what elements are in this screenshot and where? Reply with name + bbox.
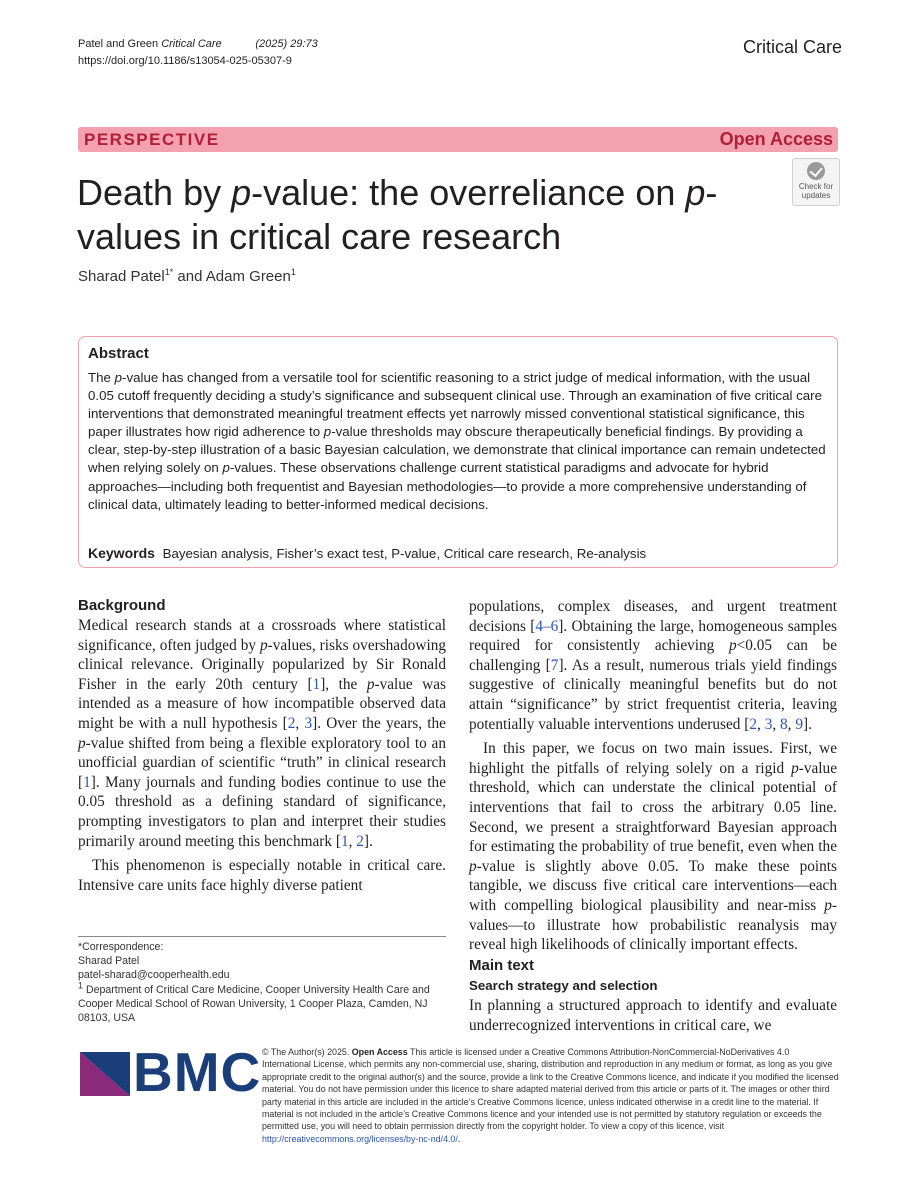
bmc-logo-text: BMC	[133, 1041, 262, 1103]
abstract-text	[88, 369, 828, 514]
license-link[interactable]: http://creativecommons.org/licenses/by-nc-nd/4.0/	[262, 1133, 458, 1144]
license-copyright: © The Author(s) 2025.	[262, 1047, 352, 1057]
text-seg: ], the	[320, 675, 367, 693]
text-seg: In this paper, we focus on two main issues. First, we highlight the pitfalls of relying solely on a rigid	[469, 740, 837, 777]
italic-p: p	[260, 636, 268, 654]
article-type-label: PERSPECTIVE	[84, 130, 220, 149]
paragraph	[78, 616, 446, 851]
text-seg: ,	[772, 715, 780, 733]
running-header	[78, 36, 318, 70]
abstract-p: p	[222, 460, 230, 476]
title-p2: p	[685, 172, 706, 213]
text-seg: ]. Obtaining the large, homogeneous samples required for consistently achieving	[469, 617, 837, 655]
check-updates-icon	[807, 162, 825, 180]
author-1-sup: 1*	[164, 267, 174, 277]
check-for-updates-button[interactable]	[792, 158, 840, 206]
text-seg: ].	[363, 832, 373, 850]
abstract-heading: Abstract	[88, 345, 149, 362]
author-2-sup: 1	[290, 267, 296, 277]
italic-p: p	[469, 857, 477, 875]
text-seg: populations, complex diseases, and urgent treatment decisions [	[469, 598, 837, 635]
title-part2: -value: the overreliance on	[251, 172, 686, 213]
abstract-seg: The	[88, 370, 115, 385]
paragraph: This phenomenon is especially notable in critical care. Intensive care units face highly diverse patient	[78, 857, 446, 894]
text-seg: -values, risks overshadowing clinical relevance. Originally popularized by Sir Ronald Fisher in the early 20th century [	[78, 636, 446, 693]
abstract-p: p	[323, 424, 332, 440]
text-seg: ]. As a result, numerous trials yield findings suggestive of clinically meaningful benefits but do not attain “significance” by strict frequentist criteria, leaving potentially valuable interventions underused [	[469, 656, 837, 733]
header-journal-italic: Critical Care	[161, 38, 222, 50]
paragraph	[469, 597, 837, 734]
article-title	[77, 171, 777, 259]
correspondence-email[interactable]: patel-sharad@cooperhealth.edu	[78, 969, 230, 982]
title-part1: Death by	[77, 172, 232, 213]
citation-line	[78, 36, 318, 53]
check-updates-line1: Check for	[798, 182, 834, 191]
text-seg: ,	[295, 714, 305, 732]
text-seg: -value shifted from being a flexible exploratory tool to an unofficial guardian of scientific “truth” in clinical research [	[78, 734, 446, 791]
background-heading: Background	[78, 597, 166, 614]
italic-p: p	[824, 896, 832, 914]
abstract-p: p	[114, 370, 123, 385]
correspondence-label: *Correspondence:	[78, 941, 164, 953]
keywords-list: Bayesian analysis, Fisher’s exact test, P-value, Critical care research, Re-analysis	[162, 546, 647, 561]
affiliation-text: Department of Critical Care Medicine, Cooper University Health Care and Cooper Medical School of Rowan University, 1 Cooper Plaza, Camden, NJ 08103, USA	[78, 983, 430, 1025]
paragraph: In planning a structured approach to identify and evaluate underrecognized interventions in critical care, we	[469, 997, 837, 1034]
open-access-label: Open Access	[719, 129, 833, 149]
license-open-access: Open Access	[351, 1047, 408, 1057]
abstract-seg: -value thresholds may obscure therapeutically beneficial findings. By providing a clear, step-by-step illustration of a basic Bayesian calculation, we demonstrate that clinical importance can remain undetected when relying solely on	[88, 424, 826, 476]
citation-link[interactable]: 1	[312, 675, 321, 693]
citation-link[interactable]: 1	[340, 832, 349, 850]
left-column	[78, 616, 446, 895]
italic-p: p	[791, 759, 799, 777]
check-updates-line2: updates	[801, 191, 831, 200]
right-column-continued	[469, 996, 837, 1035]
main-text-heading: Main text	[469, 957, 535, 974]
text-seg: ,	[348, 832, 357, 850]
license-end: .	[457, 1133, 461, 1144]
text-seg: Medical research stands at a crossroads where statistical significance, often judged by	[78, 617, 446, 654]
author-2[interactable]: Adam Green	[205, 268, 291, 285]
title-part3: -values in critical care research	[77, 172, 718, 257]
journal-name: Critical Care	[743, 37, 843, 57]
text-seg: ]. Over the years, the	[312, 714, 446, 732]
text-seg: ,	[757, 715, 765, 733]
header-doi-link[interactable]: https://doi.org/10.1186/s13054-025-05307-9	[78, 55, 292, 67]
header-authors: Patel and Green	[78, 38, 159, 50]
italic-p: p	[78, 734, 86, 752]
author-list	[78, 268, 296, 285]
correspondence-name: Sharad Patel	[78, 955, 140, 968]
italic-p: p	[366, 675, 375, 693]
footnote-divider	[78, 936, 446, 937]
citation-link[interactable]: 9	[795, 715, 803, 733]
abstract-seg: -value has changed from a versatile tool for scientific reasoning to a strict judge of medical information, with the usual 0.05 cutoff frequently deciding a study’s significance and subsequent clinical use. Through an examination of five critical care interventions that demonstrated meaningful treatment effects yet narrowly missed conventional statistical significance, this paper illustrates how rigid adherence to	[88, 370, 822, 440]
citation-link[interactable]: 2	[749, 715, 758, 733]
text-seg: -value threshold, which can understate the clinical potential of interventions that fail to cross the arbitrary 0.05 line. Second, we present a straightforward Bayesian approach for estimating the probability of true benefit, even when the	[469, 759, 837, 856]
bmc-logo-mark	[80, 1052, 130, 1096]
abstract-seg: -values. These observations challenge current statistical paradigms and advocate for hybrid approaches—including both frequentist and Bayesian methodologies—to provide a more comprehensive understanding of clinical data, ultimately leading to better-informed medical decisions.	[88, 460, 807, 512]
paragraph	[469, 739, 837, 955]
citation-link[interactable]: 8	[780, 715, 788, 733]
right-column	[469, 597, 837, 955]
license-text: This article is licensed under a Creative Commons Attribution-NonCommercial-NoDerivatives 4.0 International License, which permits any non-commercial use, sharing, distribution and reproduction in any medium or format, as long as you give appropriate credit to the original author(s) and the source, provide a link to the Creative Commons licence, and indicate if you modified the licensed material. You do not have permission under this licence to share adapted material derived from this article or parts of it. The images or other third party material in this article are included in the article’s Creative Commons licence, unless indicated otherwise in a credit line to the material. If material is not included in the article’s Creative Commons licence and your intended use is not permitted by statutory regulation or exceeds the permitted use, you will need to obtain permission directly from the copyright holder. To view a copy of this licence, visit	[262, 1047, 839, 1132]
author-connector: and	[173, 268, 206, 285]
correspondence-footnote	[78, 940, 448, 1025]
text-seg: <0.05 can be challenging [	[469, 637, 837, 674]
citation-link[interactable]: 4–6	[535, 617, 559, 635]
keywords-label: Keywords	[88, 545, 155, 561]
author-1[interactable]: Sharad Patel	[78, 268, 165, 285]
italic-p: p	[728, 637, 737, 655]
header-year-volume: (2025) 29:73	[255, 38, 318, 50]
text-seg: ,	[787, 715, 796, 733]
search-strategy-heading: Search strategy and selection	[469, 978, 658, 993]
citation-link[interactable]: 2	[287, 714, 296, 732]
citation-link[interactable]: 3	[764, 715, 773, 733]
citation-link[interactable]: 3	[304, 714, 313, 732]
license-statement	[262, 1046, 840, 1145]
text-seg: -value is slightly above 0.05. To make these points tangible, we discuss five critical care interventions—each with compelling biological plausibility and near-miss	[469, 857, 837, 914]
text-seg: -value was intended as a measure of how incompatible observed data might be with a null hypothesis [	[78, 675, 446, 732]
citation-link[interactable]: 7	[550, 656, 559, 674]
text-seg: ]. Many journals and funding bodies continue to use the 0.05 threshold as a defining standard of significance, prompting investigators to plan and interpret their studies primarily around meeting this benchmark [	[78, 773, 446, 850]
title-p1: p	[231, 172, 252, 213]
text-seg: -values—to illustrate how probabilistic reanalysis may reveal high likelihoods of clinically important effects.	[469, 896, 837, 954]
affiliation	[78, 980, 448, 1026]
citation-link[interactable]: 2	[356, 832, 364, 850]
citation-link[interactable]: 1	[83, 773, 91, 791]
affiliation-sup: 1	[78, 980, 84, 991]
keywords-line	[88, 545, 828, 561]
text-seg: ].	[802, 715, 812, 733]
